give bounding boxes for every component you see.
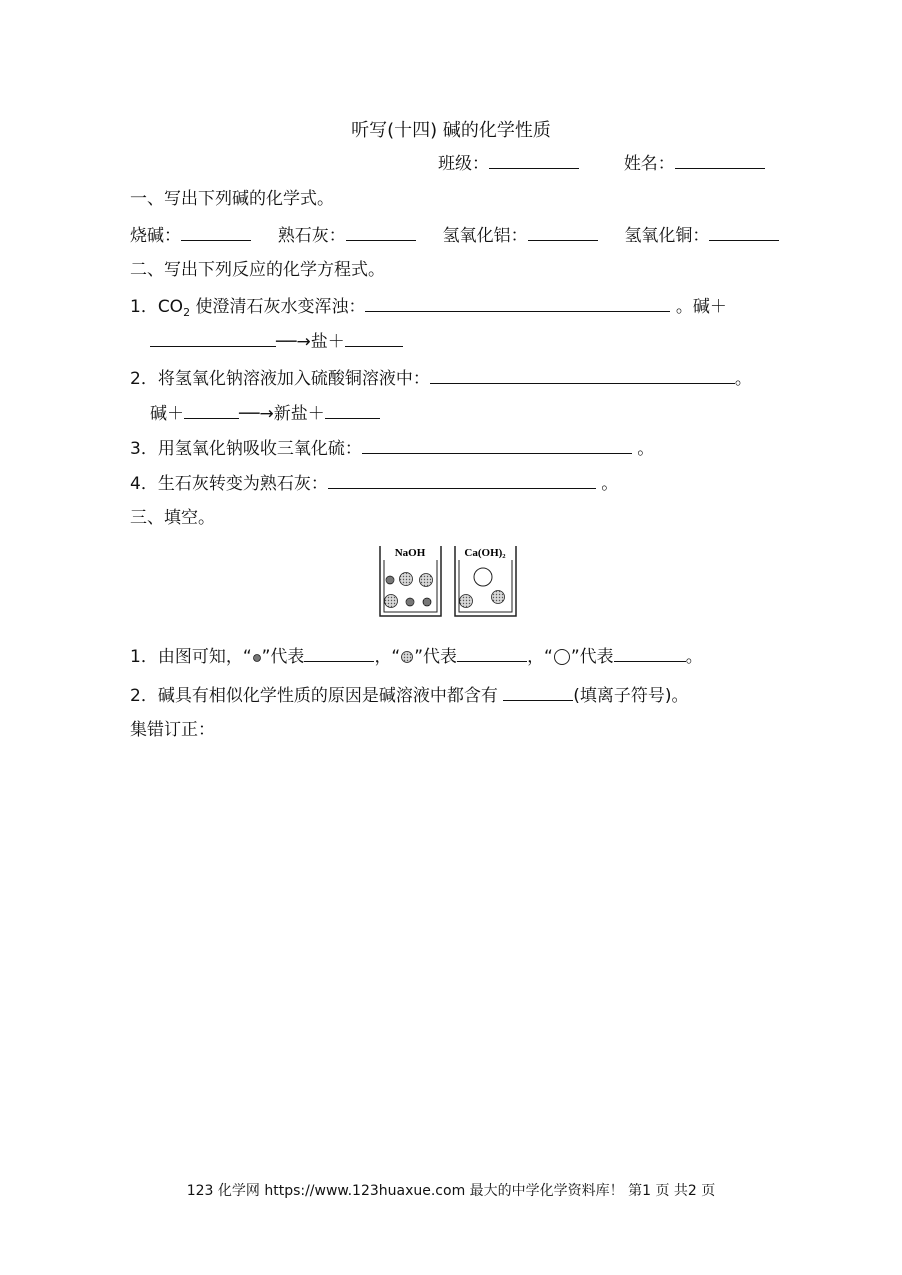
beaker-diagram <box>375 542 525 622</box>
answer-blank[interactable] <box>362 435 632 454</box>
class-blank[interactable] <box>489 150 579 169</box>
answer-blank[interactable] <box>325 400 380 419</box>
q-prefix: 1．CO <box>130 297 184 317</box>
item-label: 烧碱： <box>130 226 181 246</box>
question-3-1 <box>130 643 703 669</box>
q-text: 2．将氢氧化钠溶液加入硫酸铜溶液中： <box>130 369 430 389</box>
question-2-2-line2 <box>150 400 380 426</box>
q-text: ──→新盐＋ <box>239 404 325 424</box>
q-text: 2．碱具有相似化学性质的原因是碱溶液中都含有 <box>130 686 498 706</box>
q-end: 。 <box>601 474 619 494</box>
q-end: 。 <box>637 439 655 459</box>
answer-blank[interactable] <box>528 222 598 241</box>
question-2-4 <box>130 470 618 496</box>
q-text: ”代表 <box>261 647 305 667</box>
answer-blank[interactable] <box>181 222 251 241</box>
q-text: ，“ <box>527 647 553 667</box>
q-end: 。 <box>734 369 752 389</box>
q-text: ，“ <box>374 647 401 667</box>
beaker2-label: Ca(OH)₂ <box>464 547 506 559</box>
dotted-particle-icon <box>400 650 414 664</box>
answer-blank[interactable] <box>345 328 403 347</box>
question-2-3 <box>130 435 654 461</box>
q-end: 。 <box>685 647 703 667</box>
item-label: 氢氧化铜： <box>624 226 710 246</box>
answer-blank[interactable] <box>457 643 527 662</box>
section2-heading: 二、写出下列反应的化学方程式。 <box>130 260 385 280</box>
correction-label: 集错订正： <box>130 720 215 740</box>
section1-items <box>130 222 779 248</box>
section1-heading: 一、写出下列碱的化学式。 <box>130 189 334 209</box>
name-blank[interactable] <box>675 150 765 169</box>
item-label: 熟石灰： <box>277 226 346 246</box>
answer-blank[interactable] <box>365 293 670 312</box>
open-circle-particle-icon <box>553 648 571 666</box>
q-text: ”代表 <box>570 647 614 667</box>
answer-blank[interactable] <box>430 365 735 384</box>
q-text: 碱＋ <box>150 404 184 424</box>
beaker-caoh2 <box>455 546 516 616</box>
q-end: (填离子符号)。 <box>573 686 689 706</box>
class-label: 班级： <box>438 154 489 174</box>
section3-heading: 三、填空。 <box>130 508 215 528</box>
q-text: ”代表 <box>414 647 458 667</box>
answer-blank[interactable] <box>304 643 374 662</box>
beaker1-label: NaOH <box>394 547 426 559</box>
subscript: 2 <box>183 306 191 319</box>
answer-blank[interactable] <box>346 222 416 241</box>
q-text: 1．由图可知，“ <box>130 647 252 667</box>
q-text: 使澄清石灰水变浑浊： <box>195 297 366 317</box>
page-title: 听写(十四) 碱的化学性质 <box>351 120 551 141</box>
answer-blank[interactable] <box>184 400 239 419</box>
answer-blank[interactable] <box>328 470 596 489</box>
beaker-naoh <box>380 546 441 616</box>
q-text: ──→盐＋ <box>276 332 345 352</box>
q-text: 3．用氢氧化钠吸收三氧化硫： <box>130 439 362 459</box>
question-2-1 <box>130 293 727 321</box>
q-end: 。碱＋ <box>675 297 727 317</box>
answer-blank[interactable] <box>614 643 686 662</box>
answer-blank[interactable] <box>150 328 276 347</box>
small-dark-particle-icon <box>252 651 262 663</box>
question-2-1-line2 <box>150 328 403 354</box>
question-3-2 <box>130 682 689 708</box>
page-footer: 123 化学网 https://www.123huaxue.com 最大的中学化学资料库！ 第1 页 共2 页 <box>186 1183 716 1199</box>
question-2-2 <box>130 365 752 391</box>
q-text: 4．生石灰转变为熟石灰： <box>130 474 328 494</box>
item-label: 氢氧化铝： <box>442 226 528 246</box>
answer-blank[interactable] <box>503 682 573 701</box>
name-label: 姓名： <box>623 154 675 174</box>
answer-blank[interactable] <box>709 222 779 241</box>
class-name-row <box>438 150 765 176</box>
